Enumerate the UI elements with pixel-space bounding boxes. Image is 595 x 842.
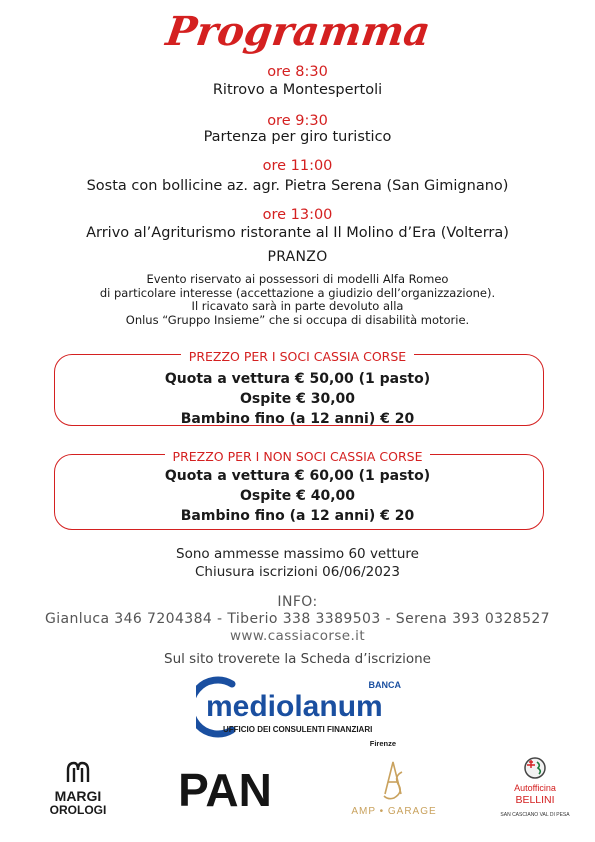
website-link[interactable]: www.cassiacorse.it [229, 628, 366, 644]
price-label-soci [0, 346, 595, 365]
schedule-time-3: ore 11:00 [262, 158, 333, 174]
price-line: Quota a vettura € 50,00 (1 pasto) [164, 371, 431, 387]
schedule-event-2: Partenza per giro turistico [203, 129, 392, 145]
pan-logo [163, 764, 287, 810]
amp-name: AMP • GARAGE [351, 806, 437, 817]
schedule-event-3: Sosta con bollicine az. agr. Pietra Serena (San Gimignano) [86, 178, 509, 194]
pranzo-label: PRANZO [267, 249, 328, 265]
schedule-time-4: ore 13:00 [262, 207, 333, 223]
mediolanum-logo [196, 674, 416, 754]
alfa-badge-icon [525, 758, 545, 778]
price-label-soci-text: PREZZO PER I SOCI CASSIA CORSE [181, 349, 414, 364]
site-note: Sul sito troverete la Scheda d’iscrizione [164, 651, 431, 667]
price-label-non-soci [0, 446, 595, 465]
bellini-line1: Autofficina [514, 783, 556, 793]
mediolanum-mark [196, 674, 416, 754]
schedule-time-1: ore 8:30 [267, 64, 328, 80]
mediolanum-banca: BANCA [368, 680, 401, 690]
note-line-1: Evento riservato ai possessori di modelli Alfa Romeo [146, 272, 449, 286]
bellini-name: BELLINI [515, 794, 555, 806]
title-text: Programma [163, 8, 434, 55]
amp-garage-logo [338, 758, 450, 818]
pan-name: PAN [178, 764, 272, 810]
mediolanum-name: mediolanum [206, 690, 383, 723]
limit-cars: Sono ammesse massimo 60 vetture [176, 546, 419, 562]
price-line: Ospite € 30,00 [239, 391, 355, 407]
margi-mark [30, 760, 126, 816]
margi-logo [30, 760, 126, 816]
bellini-location: SAN CASCIANO VAL DI PESA [500, 812, 570, 818]
limit-deadline: Chiusura iscrizioni 06/06/2023 [194, 564, 400, 580]
mediolanum-subtitle: UFFICIO DEI CONSULENTI FINANZIARI [223, 725, 373, 734]
price-line: Quota a vettura € 60,00 (1 pasto) [164, 468, 431, 484]
mediolanum-city: Firenze [369, 739, 396, 748]
note-line-3: Il ricavato sarà in parte devoluto alla [191, 299, 404, 313]
schedule-event-4: Arrivo al’Agriturismo ristorante al Il Molino d’Era (Volterra) [86, 225, 509, 241]
price-lines-non-soci [0, 466, 595, 526]
margi-subtitle: OROLOGI [49, 803, 107, 816]
page-title [0, 8, 595, 58]
price-line: Bambino fino (a 12 anni) € 20 [180, 508, 415, 524]
margi-emblem-icon [68, 763, 88, 782]
schedule-time-2: ore 9:30 [267, 113, 328, 129]
price-line: Bambino fino (a 12 anni) € 20 [180, 411, 415, 427]
amp-mark [338, 758, 450, 818]
price-label-non-soci-text: PREZZO PER I NON SOCI CASSIA CORSE [165, 449, 431, 464]
amp-emblem-icon [384, 762, 402, 799]
event-note [0, 273, 595, 327]
pan-mark [163, 764, 287, 810]
note-line-2: di particolare interesse (accettazione a giudizio dell’organizzazione). [99, 285, 496, 300]
title-script [0, 8, 595, 58]
bellini-logo [494, 756, 576, 822]
info-contacts: Gianluca 346 7204384 - Tiberio 338 3389503 - Serena 393 0328527 [45, 611, 550, 627]
note-line-4: Onlus “Gruppo Insieme” che si occupa di disabilità motorie. [125, 312, 470, 327]
schedule-event-1: Ritrovo a Montespertoli [212, 82, 383, 98]
bellini-mark [494, 756, 576, 822]
margi-name: MARGI [54, 788, 102, 804]
price-lines-soci [0, 369, 595, 429]
price-line: Ospite € 40,00 [239, 488, 355, 504]
info-heading: INFO: [277, 594, 318, 610]
